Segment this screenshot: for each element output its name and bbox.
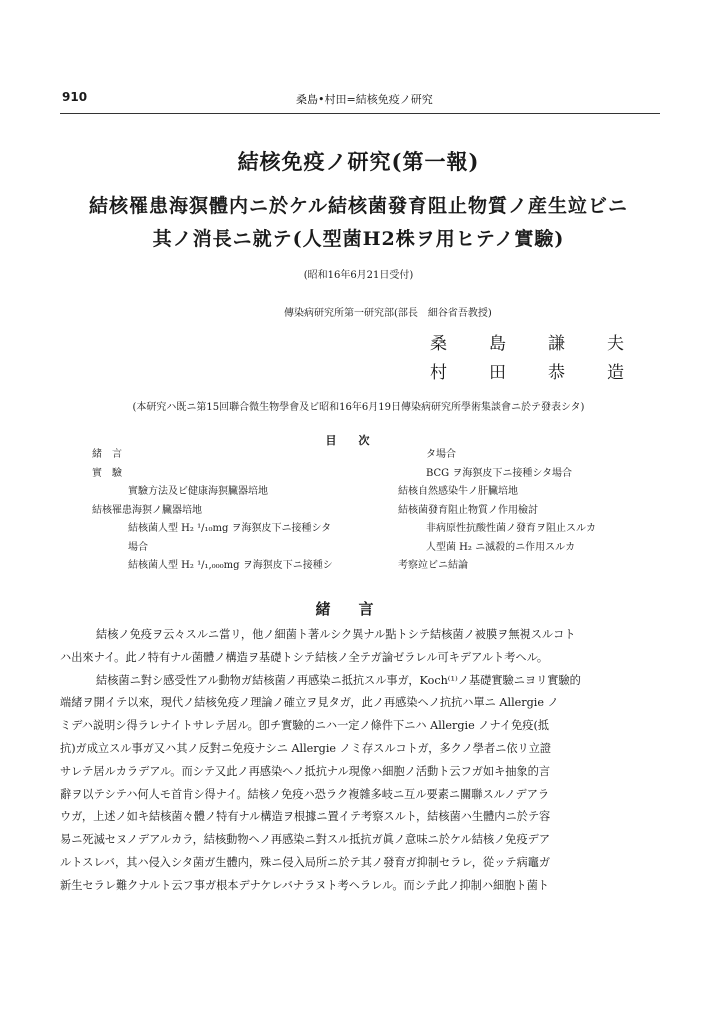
paper-title: 結核免疫ノ研究(第一報): [237, 149, 480, 174]
toc-item: 實 驗: [92, 467, 122, 479]
toc-left-column: [92, 446, 333, 576]
body-line: 易ニ死滅セヌノデアルカラ，結核動物ヘノ再感染ニ對スル抵抗ガ眞ノ意味ニ於ケル結核ノ免疫デア: [60, 833, 551, 847]
toc-item: 人型菌 H₂ ニ滅殺的ニ作用スルカ: [426, 541, 576, 553]
body-line: 端緒ヲ開イテ以來，現代ノ結核免疫ノ理論ノ確立ヲ見タガ，此ノ再感染ヘノ抗抗ハ單ニ Allergie ノ: [60, 696, 559, 710]
body-line: 結核菌ニ對シ感受性アル動物ガ結核菌ノ再感染ニ抵抗スル事ガ，Koch⁽¹⁾ノ基礎實驗ニヨリ實驗的: [96, 673, 581, 687]
toc-right-column: [398, 446, 596, 576]
body-line: ウガ，上述ノ如キ結核菌々體ノ特有ナル構造ヲ根據ニ置イテ考察スルト，結核菌ハ生體内ニ於テ容: [60, 810, 551, 824]
toc-item: 結核罹患海猽ノ臟器培地: [92, 504, 202, 516]
toc-item: BCG ヲ海猽皮下ニ接種シタ場合: [426, 467, 572, 479]
body-line: 結核ノ免疫ヲ云々スルニ當リ，他ノ細菌ト著ルシク異ナル點トシテ結核菌ノ被膜ヲ無視スルコト: [96, 628, 576, 641]
toc-item: 實驗方法及ビ健康海猽臟器培地: [128, 486, 268, 497]
toc-item: 結核自然感染牛ノ肝臟培地: [398, 486, 518, 497]
toc-item: 結核菌人型 H₂ ¹/₁₀mg ヲ海猽皮下ニ接種シタ: [128, 523, 332, 534]
body-text: [60, 624, 664, 898]
publication-note: (本研究ハ既ニ第15回聯合微生物學會及ビ昭和16年6月19日傳染病研究所學術集談會ニ於テ發表シタ): [132, 402, 585, 413]
toc-item: 考察竝ビニ結論: [398, 560, 468, 571]
author-2: [430, 358, 666, 383]
affiliation: 傳染病研究所第一研究部(部長 細谷省吾教授): [284, 308, 492, 319]
toc-item: タ場合: [426, 449, 456, 460]
toc-item: 緒 言: [92, 449, 122, 460]
author-name-2: 村田恭造: [430, 363, 666, 383]
body-line: ハ出來ナイ。此ノ特有ナル菌體ノ構造ヲ基礎トシテ結核ノ全テガ論ゼラレル可キデアルト考ヘル。: [60, 650, 549, 664]
toc-item: 非病原性抗酸性菌ノ發育ヲ阻止スルカ: [426, 523, 596, 534]
author-1: [430, 329, 666, 354]
header-rule: [60, 113, 660, 114]
body-line: ミデハ説明シ得ラレナイトサレテ居ル。卽チ實驗的ニハ一定ノ條件下ニハ Allergie ノナイ免疫(抵: [60, 719, 549, 733]
toc-item: 結核菌人型 H₂ ¹/₁,₀₀₀mg ヲ海猽皮下ニ接種シ: [128, 560, 333, 571]
toc-heading: 目次: [325, 434, 392, 447]
section-heading: 緒言: [315, 600, 402, 618]
body-line: 抗)ガ成立スル事ガ又ハ其ノ反對ニ免疫ナシニ Allergie ノミ存スルコトガ，多クノ學者ニ依リ立證: [60, 741, 552, 755]
page-number: 910: [62, 90, 88, 104]
subtitle-line-1: 結核罹患海猽體内ニ於ケル結核菌發育阻止物質ノ産生竝ビニ: [88, 195, 629, 217]
author-name-1: 桑島謙夫: [430, 334, 666, 354]
toc-item: 結核菌發育阻止物質ノ作用檢討: [398, 504, 538, 516]
running-head: 桑島•村田=結核免疫ノ研究: [296, 93, 433, 106]
body-line: 新生セラレ難クナルト云フ事ガ根本デナケレバナラヌト考ヘラレル。而シテ此ノ抑制ハ細胞ト菌ト: [60, 878, 549, 892]
body-line: 辭ヲ以テシテハ何人モ首肯シ得ナイ。結核ノ免疫ハ恐ラク複雜多岐ニ互ル要素ニ關聯スルノデアラ: [60, 787, 550, 801]
subtitle-line-2: 其ノ消長ニ就テ(人型菌H2株ヲ用ヒテノ實驗): [152, 228, 565, 250]
body-line: ルトスレバ，其ハ侵入シタ菌ガ生體内，殊ニ侵入局所ニ於テ其ノ發育ガ抑制セラレ，從ッテ病竈ガ: [60, 855, 551, 869]
body-line: サレテ居ルカラデアル。而シテ又此ノ再感染ヘノ抵抗ナル現像ハ細胞ノ活動ト云フガ如キ抽象的言: [60, 764, 551, 778]
received-date: (昭和16年6月21日受付): [303, 270, 414, 281]
toc-item: 場合: [128, 541, 148, 553]
